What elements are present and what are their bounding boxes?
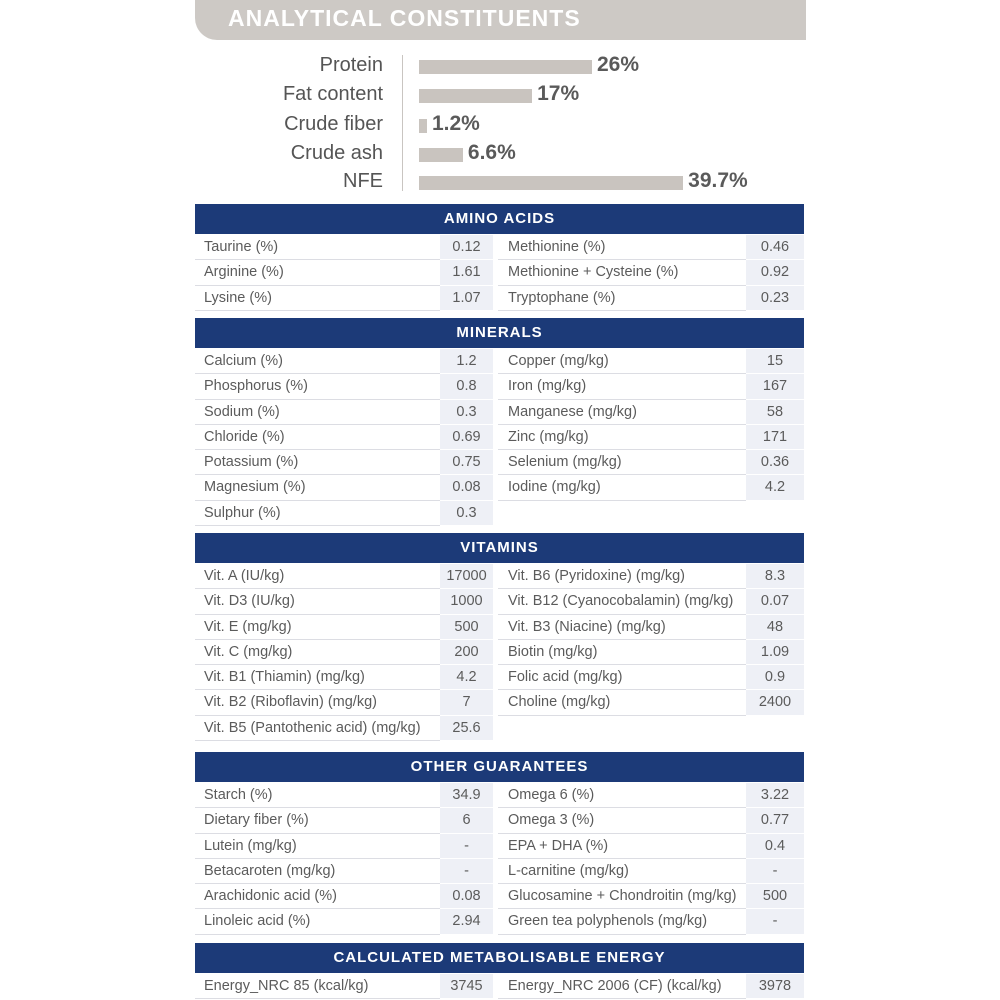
nutrient-name: Vit. B12 (Cyanocobalamin) (mg/kg): [498, 589, 746, 614]
nutrient-name: Energy_NRC 2006 (CF) (kcal/kg): [498, 974, 746, 999]
nutrient-name: Manganese (mg/kg): [498, 400, 746, 425]
nutrient-value: 7: [440, 690, 493, 715]
table-row: [195, 374, 804, 399]
table-row: [195, 808, 804, 833]
nutrient-value: 0.92: [746, 260, 804, 285]
nutrient-name: Chloride (%): [195, 425, 440, 450]
nutrient-name: Calcium (%): [195, 349, 440, 374]
nutrient-name: Vit. A (IU/kg): [195, 564, 440, 589]
nutrient-name: Omega 6 (%): [498, 783, 746, 808]
nutrient-name: Iron (mg/kg): [498, 374, 746, 399]
nutrient-name: Energy_NRC 85 (kcal/kg): [195, 974, 440, 999]
nutrient-value: 0.3: [440, 400, 493, 425]
section-title: MINERALS: [195, 318, 804, 348]
nutrient-name: Lysine (%): [195, 286, 440, 311]
nutrient-name: Vit. B6 (Pyridoxine) (mg/kg): [498, 564, 746, 589]
nutrient-name: Vit. C (mg/kg): [195, 640, 440, 665]
nutrient-name: Biotin (mg/kg): [498, 640, 746, 665]
section-title: CALCULATED METABOLISABLE ENERGY: [195, 943, 804, 973]
table-row: [195, 286, 804, 311]
nutrient-value: 2.94: [440, 909, 493, 934]
nutrient-value: 6: [440, 808, 493, 833]
nutrient-value: 34.9: [440, 783, 493, 808]
section-title: VITAMINS: [195, 533, 804, 563]
nutrient-value: 4.2: [440, 665, 493, 690]
analytical-value: 6.6%: [467, 141, 516, 164]
nutrient-value: 1.2: [440, 349, 493, 374]
analytical-header: [195, 0, 806, 40]
nutrient-name: Vit. D3 (IU/kg): [195, 589, 440, 614]
nutrient-name: Sodium (%): [195, 400, 440, 425]
nutrient-value: -: [440, 834, 493, 859]
table-row: [195, 974, 804, 999]
table-row: [195, 235, 804, 260]
analytical-title: ANALYTICAL CONSTITUENTS: [228, 5, 581, 31]
nutrient-name: Green tea polyphenols (mg/kg): [498, 909, 746, 934]
nutrient-value: 1000: [440, 589, 493, 614]
analytical-value: 1.2%: [431, 112, 480, 135]
table-row: [195, 834, 804, 859]
nutrient-value: 3978: [746, 974, 804, 999]
nutrient-name: Taurine (%): [195, 235, 440, 260]
nutrient-value: 0.08: [440, 884, 493, 909]
nutrient-name: Linoleic acid (%): [195, 909, 440, 934]
nutrient-value: 4.2: [746, 475, 804, 500]
analytical-value: 17%: [537, 82, 580, 105]
nutrient-value: 1.09: [746, 640, 804, 665]
analytical-bar: [419, 119, 427, 133]
nutrient-name: Tryptophane (%): [498, 286, 746, 311]
nutrient-value: 3.22: [746, 783, 804, 808]
nutrient-value: -: [746, 909, 804, 934]
analytical-bar: [419, 176, 683, 190]
table-row: [195, 665, 804, 690]
nutrient-name: Methionine (%): [498, 235, 746, 260]
analytical-row: [195, 111, 806, 141]
nutrient-value: 1.61: [440, 260, 493, 285]
nutrient-name: Iodine (mg/kg): [498, 475, 746, 500]
nutrient-value: 58: [746, 400, 804, 425]
nutrient-name: Glucosamine + Chondroitin (mg/kg): [498, 884, 746, 909]
nutrient-name: L-carnitine (mg/kg): [498, 859, 746, 884]
nutrient-name: Phosphorus (%): [195, 374, 440, 399]
nutrient-name: Potassium (%): [195, 450, 440, 475]
nutrient-name: Starch (%): [195, 783, 440, 808]
nutrient-value: 171: [746, 425, 804, 450]
nutrient-value: 0.9: [746, 665, 804, 690]
section-minerals: [195, 318, 804, 526]
analytical-row: [195, 52, 806, 82]
nutrient-value: -: [746, 859, 804, 884]
nutrient-value: 0.23: [746, 286, 804, 311]
nutrient-value: 0.08: [440, 475, 493, 500]
nutrient-name: Folic acid (mg/kg): [498, 665, 746, 690]
section-amino-acids: [195, 204, 804, 311]
nutrient-value: 0.36: [746, 450, 804, 475]
analytical-label: Protein: [319, 54, 383, 76]
table-row: [195, 349, 804, 374]
nutrient-value: 0.77: [746, 808, 804, 833]
section-other-guarantees: [195, 752, 804, 935]
nutrient-value: 500: [746, 884, 804, 909]
nutrient-value: 0.4: [746, 834, 804, 859]
nutrient-name: Sulphur (%): [195, 501, 440, 526]
nutrient-value: 200: [440, 640, 493, 665]
nutrient-name: Selenium (mg/kg): [498, 450, 746, 475]
nutrient-name: Vit. B5 (Pantothenic acid) (mg/kg): [195, 716, 440, 741]
section-vitamins: [195, 533, 804, 741]
table-row: [195, 640, 804, 665]
nutrient-value: 2400: [746, 690, 804, 715]
nutrient-value: 0.75: [440, 450, 493, 475]
table-row: [195, 450, 804, 475]
table-row: [195, 564, 804, 589]
nutrient-name: EPA + DHA (%): [498, 834, 746, 859]
table-row: [195, 716, 804, 741]
nutrient-name: Dietary fiber (%): [195, 808, 440, 833]
nutrient-name: Arachidonic acid (%): [195, 884, 440, 909]
nutrient-name: Choline (mg/kg): [498, 690, 746, 715]
table-row: [195, 589, 804, 614]
nutrient-name: Vit. B3 (Niacine) (mg/kg): [498, 615, 746, 640]
analytical-label: Crude ash: [290, 142, 383, 164]
nutrient-name: Vit. B2 (Riboflavin) (mg/kg): [195, 690, 440, 715]
nutrient-name: Arginine (%): [195, 260, 440, 285]
nutrient-name: Magnesium (%): [195, 475, 440, 500]
nutrient-name: Lutein (mg/kg): [195, 834, 440, 859]
nutrient-value: 0.8: [440, 374, 493, 399]
section-title: AMINO ACIDS: [195, 204, 804, 234]
nutrient-value: 17000: [440, 564, 493, 589]
nutrient-value: 8.3: [746, 564, 804, 589]
nutrient-value: 0.07: [746, 589, 804, 614]
analytical-row: [195, 168, 806, 198]
nutrient-value: 1.07: [440, 286, 493, 311]
table-row: [195, 475, 804, 500]
nutrient-value: 0.12: [440, 235, 493, 260]
nutrient-name: Omega 3 (%): [498, 808, 746, 833]
analytical-value: 39.7%: [688, 169, 748, 192]
nutrient-value: 3745: [440, 974, 493, 999]
analytical-bar: [419, 148, 463, 162]
analytical-row: [195, 81, 806, 111]
table-row: [195, 615, 804, 640]
table-row: [195, 425, 804, 450]
analytical-row: [195, 140, 806, 170]
nutrient-value: -: [440, 859, 493, 884]
nutrient-value: 167: [746, 374, 804, 399]
nutrient-name: Copper (mg/kg): [498, 349, 746, 374]
nutrient-name: Zinc (mg/kg): [498, 425, 746, 450]
nutrient-value: 25.6: [440, 716, 493, 741]
analytical-bar: [419, 60, 592, 74]
nutrient-name: Vit. B1 (Thiamin) (mg/kg): [195, 665, 440, 690]
table-row: [195, 859, 804, 884]
table-row: [195, 884, 804, 909]
table-row: [195, 501, 804, 526]
nutrient-name: Methionine + Cysteine (%): [498, 260, 746, 285]
nutrient-name: Vit. E (mg/kg): [195, 615, 440, 640]
analytical-bar: [419, 89, 532, 103]
section-calculated-metabolisable-energy: [195, 943, 804, 999]
nutrient-value: 500: [440, 615, 493, 640]
table-row: [195, 909, 804, 934]
nutrient-name: Betacaroten (mg/kg): [195, 859, 440, 884]
analytical-label: Fat content: [282, 83, 383, 105]
nutrient-value: 15: [746, 349, 804, 374]
table-row: [195, 260, 804, 285]
nutrient-value: 0.69: [440, 425, 493, 450]
table-row: [195, 400, 804, 425]
table-row: [195, 690, 804, 715]
nutrient-value: 0.3: [440, 501, 493, 526]
table-row: [195, 783, 804, 808]
analytical-label: Crude fiber: [284, 113, 383, 135]
nutrient-value: 48: [746, 615, 804, 640]
analytical-bar-list: [195, 52, 806, 192]
nutrient-value: 0.46: [746, 235, 804, 260]
analytical-label: NFE: [343, 170, 383, 192]
section-title: OTHER GUARANTEES: [195, 752, 804, 782]
analytical-value: 26%: [597, 53, 640, 76]
